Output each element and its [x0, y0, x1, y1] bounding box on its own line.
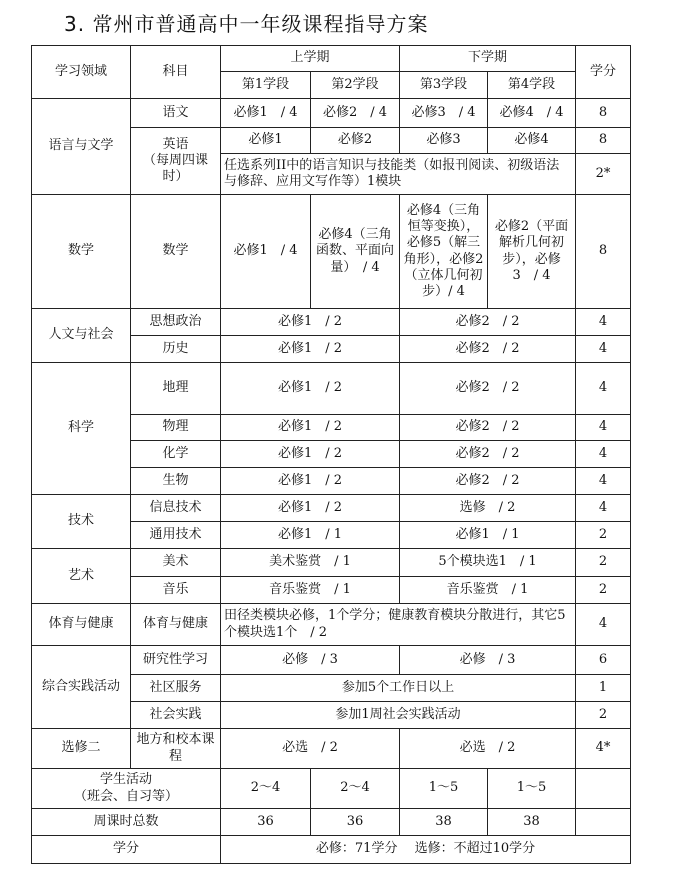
subject-name: 社会实践 — [131, 702, 221, 729]
cell: 必修1 / 4 — [221, 195, 311, 309]
cell: 必修 / 3 — [221, 646, 400, 675]
pe-content: 田径类模块必修，1个学分；健康教育模块分散进行，其它5个模块选1个 / 2 — [221, 604, 576, 646]
cell: 选修 / 2 — [400, 495, 576, 522]
area-elective2: 选修二 — [32, 729, 131, 769]
header-sem1: 上学期 — [221, 46, 400, 72]
header-area: 学习领域 — [32, 46, 131, 99]
subject-name: 物理 — [131, 415, 221, 441]
cell: 1～5 — [488, 769, 576, 809]
credit-cell: 2 — [576, 522, 631, 549]
credit-cell: 2 — [576, 549, 631, 577]
area-pe: 体育与健康 — [32, 604, 131, 646]
header-row-1 — [32, 46, 631, 72]
table-row — [32, 549, 631, 577]
cell: 参加1周社会实践活动 — [221, 702, 576, 729]
subject-name: 信息技术 — [131, 495, 221, 522]
area-humanities: 人文与社会 — [32, 309, 131, 363]
subject-english: 英语 （每周四课时） — [131, 128, 221, 195]
credit-cell: 4 — [576, 309, 631, 336]
table-row — [32, 769, 631, 809]
credit-cell: 4 — [576, 468, 631, 495]
cell: 音乐鉴赏 / 1 — [400, 577, 576, 604]
header-credit: 学分 — [576, 46, 631, 99]
credit-cell: 2 — [576, 577, 631, 604]
subject-math: 数学 — [131, 195, 221, 309]
cell: 必修2 / 2 — [400, 468, 576, 495]
cell: 必修1 / 1 — [221, 522, 400, 549]
cell: 必修 / 3 — [400, 646, 576, 675]
cell: 5个模块选1 / 1 — [400, 549, 576, 577]
cell: 音乐鉴赏 / 1 — [221, 577, 400, 604]
table-row — [32, 836, 631, 864]
subject-name: 生物 — [131, 468, 221, 495]
cell: 必修2 / 2 — [400, 363, 576, 415]
cell: 2～4 — [221, 769, 311, 809]
cell: 必修4 — [488, 128, 576, 154]
cell: 参加5个工作日以上 — [221, 675, 576, 702]
credit-cell: 4* — [576, 729, 631, 769]
cell: 必修1 / 4 — [221, 99, 311, 128]
cell: 必修4（三角恒等变换），必修5（解三角形），必修2（立体几何初步）/ 4 — [400, 195, 488, 309]
area-math: 数学 — [32, 195, 131, 309]
cell: 36 — [311, 809, 400, 836]
subject-name: 音乐 — [131, 577, 221, 604]
header-period-2: 第2学段 — [311, 72, 400, 99]
cell: 必修2（平面解析几何初步），必修3 / 4 — [488, 195, 576, 309]
cell: 必修2 / 2 — [400, 441, 576, 468]
cell: 38 — [400, 809, 488, 836]
credit-cell: 2* — [576, 154, 631, 195]
cell: 必修1 / 2 — [221, 309, 400, 336]
cell: 必修1 — [221, 128, 311, 154]
cell: 必修1 / 2 — [221, 441, 400, 468]
header-period-3: 第3学段 — [400, 72, 488, 99]
credit-cell: 4 — [576, 336, 631, 363]
credits-summary: 必修：71学分 选修：不超过10学分 — [221, 836, 631, 864]
cell: 必修1 / 2 — [221, 336, 400, 363]
cell: 必修2 / 2 — [400, 415, 576, 441]
area-practice: 综合实践活动 — [32, 646, 131, 729]
table-row — [32, 495, 631, 522]
credit-cell: 2 — [576, 702, 631, 729]
area-tech: 技术 — [32, 495, 131, 549]
credit-cell — [576, 769, 631, 809]
credits-label: 学分 — [32, 836, 221, 864]
credit-cell — [576, 809, 631, 836]
activities-label: 学生活动 （班会、自习等） — [32, 769, 221, 809]
credit-cell: 4 — [576, 363, 631, 415]
cell: 2～4 — [311, 769, 400, 809]
english-elective: 任选系列II中的语言知识与技能类（如报刊阅读、初级语法与修辞、应用文写作等）1模块 — [221, 154, 576, 195]
cell: 必修1 / 2 — [221, 415, 400, 441]
cell: 必修1 / 2 — [221, 363, 400, 415]
cell: 必选 / 2 — [221, 729, 400, 769]
credit-cell: 4 — [576, 495, 631, 522]
credit-cell: 6 — [576, 646, 631, 675]
subject-pe: 体育与健康 — [131, 604, 221, 646]
page-title: 3. 常州市普通高中一年级课程指导方案 — [64, 12, 429, 36]
subject-name: 地方和校本课程 — [131, 729, 221, 769]
cell: 必修2 / 4 — [311, 99, 400, 128]
credit-cell: 8 — [576, 195, 631, 309]
subject-name: 通用技术 — [131, 522, 221, 549]
cell: 1～5 — [400, 769, 488, 809]
cell: 必修1 / 2 — [221, 468, 400, 495]
cell: 36 — [221, 809, 311, 836]
table-row — [32, 646, 631, 675]
table-row — [32, 363, 631, 415]
credit-cell: 1 — [576, 675, 631, 702]
subject-name: 历史 — [131, 336, 221, 363]
area-art: 艺术 — [32, 549, 131, 604]
credit-cell: 4 — [576, 415, 631, 441]
cell: 必修3 / 4 — [400, 99, 488, 128]
header-sem2: 下学期 — [400, 46, 576, 72]
table-row — [32, 809, 631, 836]
credit-cell: 4 — [576, 441, 631, 468]
cell: 必选 / 2 — [400, 729, 576, 769]
subject-name: 美术 — [131, 549, 221, 577]
cell: 必修4（三角函数、平面向量） / 4 — [311, 195, 400, 309]
area-science: 科学 — [32, 363, 131, 495]
subject-chinese: 语文 — [131, 99, 221, 128]
subject-name: 思想政治 — [131, 309, 221, 336]
cell: 必修1 / 2 — [221, 495, 400, 522]
credit-cell: 8 — [576, 128, 631, 154]
area-language: 语言与文学 — [32, 99, 131, 195]
credit-cell: 4 — [576, 604, 631, 646]
cell: 必修1 / 1 — [400, 522, 576, 549]
cell: 必修2 — [311, 128, 400, 154]
credit-cell: 8 — [576, 99, 631, 128]
subject-name: 社区服务 — [131, 675, 221, 702]
header-period-1: 第1学段 — [221, 72, 311, 99]
subject-name: 研究性学习 — [131, 646, 221, 675]
table-row — [32, 195, 631, 309]
subject-name: 地理 — [131, 363, 221, 415]
cell: 必修3 — [400, 128, 488, 154]
subject-name: 化学 — [131, 441, 221, 468]
header-period-4: 第4学段 — [488, 72, 576, 99]
header-subject: 科目 — [131, 46, 221, 99]
cell: 38 — [488, 809, 576, 836]
cell: 必修2 / 2 — [400, 309, 576, 336]
table-row — [32, 309, 631, 336]
curriculum-table — [31, 45, 631, 864]
cell: 必修4 / 4 — [488, 99, 576, 128]
cell: 美术鉴赏 / 1 — [221, 549, 400, 577]
weekly-label: 周课时总数 — [32, 809, 221, 836]
table-row — [32, 729, 631, 769]
cell: 必修2 / 2 — [400, 336, 576, 363]
table-row — [32, 604, 631, 646]
table-row — [32, 99, 631, 128]
